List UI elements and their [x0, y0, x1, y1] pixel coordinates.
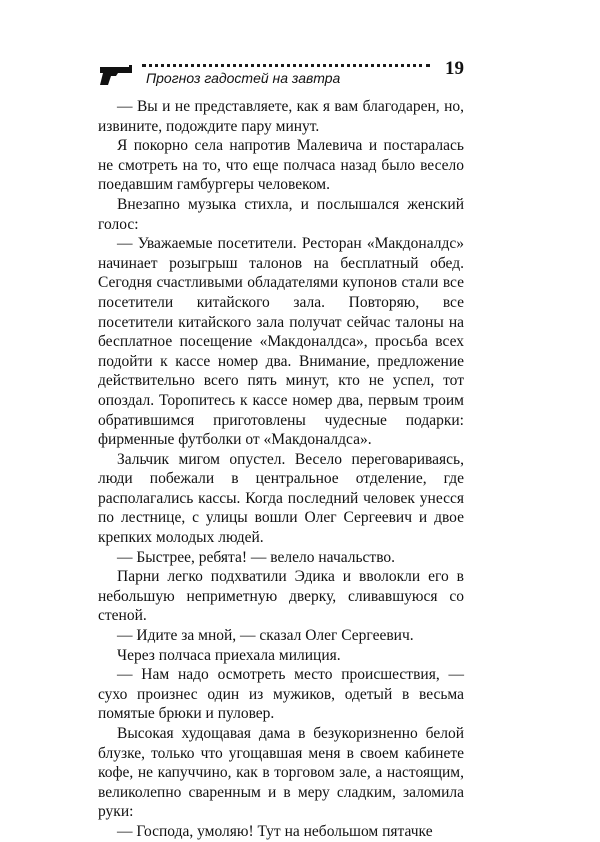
paragraph: Внезапно музыка стихла, и послышался женский голос: [98, 195, 464, 233]
paragraph: — Нам надо осмотреть место происшествия, — сухо произнес один из мужиков, одетый в весьма помятые брюки и пуловер. [98, 666, 464, 723]
running-title: Прогноз гадостей на завтра [146, 70, 341, 86]
pistol-icon [98, 64, 136, 86]
paragraph: — Идите за мной, — сказал Олег Сергеевич. [117, 627, 414, 645]
paragraph: Я покорно села напротив Малевича и постаралась не смотреть на то, что еще полчаса назад было весело поедавшим гамбургеры человеком. [98, 137, 464, 194]
paragraph: — Быстрее, ребята! — велело начальство. [117, 548, 396, 566]
page-header [98, 60, 464, 88]
paragraph: Зальчик мигом опустел. Весело переговариваясь, люди побежали в центральное отделение, где располагались кассы. Когда последний человек унесся по лестнице, с улицы вошли Олег Сергеевич и двое крепких молодых людей. [98, 450, 464, 547]
paragraph: Высокая худощавая дама в безукоризненно белой блузке, только что угощавшая меня в своем кабинете кофе, не капуччино, как в торговом зале, а настоящим, великолепно сваренным и в меру сладким, заломила руки: [98, 725, 464, 821]
paragraph: Парни легко подхватили Эдика и вволокли его в небольшую неприметную дверку, сливавшуюся со стеной. [98, 568, 464, 625]
paragraph: — Господа, умоляю! Тут на небольшом пятачке [117, 822, 433, 840]
main-text [98, 97, 464, 842]
header-dotted-rule [142, 64, 430, 67]
page-number: 19 [445, 58, 464, 79]
paragraph: — Вы и не представляете, как я вам благодарен, но, извините, подождите пару минут. [98, 98, 464, 135]
paragraph: — Уважаемые посетители. Ресторан «Макдоналдс» начинает розыгрыш талонов на бесплатный обед. Сегодня счастливыми обладателями купонов стали все посетители китайского зала. Повторяю, все посетители китайского зала получат сейчас талоны на бесплатное посещение «Макдоналдса», просьба всех подойти к кассе номер два. Внимание, предложение действительно всего пять минут, кто не успел, тот опоздал. Торопитесь к кассе номер два, первым троим обратившимся приготовлены чудесные подарки: фирменные футболки от «Макдоналдса». [98, 235, 464, 449]
paragraph: Через полчаса приехала милиция. [117, 646, 341, 664]
